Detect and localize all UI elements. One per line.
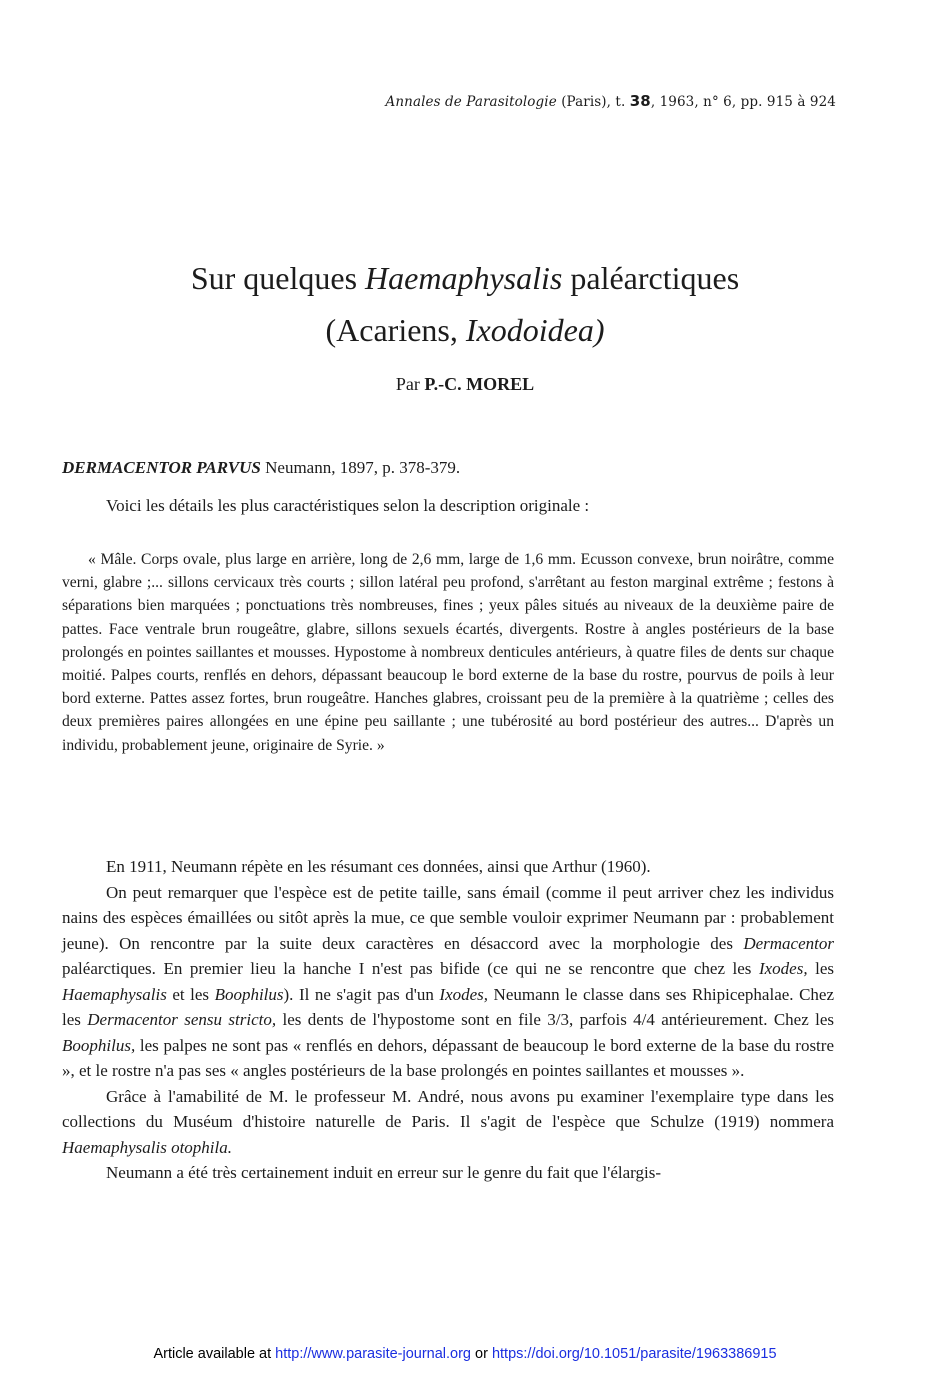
text-run: les dents de l'hypostome sont en file 3/3, parfois 4/4 antérieurement. Chez les xyxy=(276,1010,834,1029)
text-run: paléarctiques. En premier lieu la hanche I n'est pas bifide (ce qui ne se rencontre que chez les xyxy=(62,959,759,978)
text-run: et les xyxy=(166,984,215,1004)
taxon-citation: Neumann, 1897, p. 378-379. xyxy=(260,458,461,477)
byline-prefix: Par xyxy=(395,374,425,394)
article-title xyxy=(0,252,930,356)
running-head-location: (Paris), t. xyxy=(556,94,630,110)
doi-link[interactable]: https://doi.org/10.1051/parasite/1963386915 xyxy=(491,1346,777,1362)
paragraph xyxy=(62,1084,834,1161)
availability-footer xyxy=(0,1346,930,1362)
italic-taxon: Ixodes, xyxy=(439,984,489,1004)
journal-name: Annales de Parasitologie xyxy=(385,94,557,110)
journal-link[interactable]: http://www.parasite-journal.org xyxy=(275,1346,471,1362)
paragraph: En 1911, Neumann répète en les résumant ces données, ainsi que Arthur (1960). xyxy=(106,857,651,876)
body-text xyxy=(62,854,834,1186)
text-run: On peut remarquer que l'espèce est de petite taille, sans émail (comme il peut arriver chez les individus nains des espèces émaillées ou sitôt après la mue, ce que semble vouloir exprimer Neumann par : probablement jeune). On rencontre par la suite deux caractères en désaccord avec la morphologie des xyxy=(62,882,834,953)
footer-prefix: Article available at xyxy=(153,1346,276,1362)
taxon-name: DERMACENTOR PARVUS xyxy=(62,458,261,477)
running-head xyxy=(386,92,836,110)
title-text: (Acariens, xyxy=(325,312,466,348)
italic-taxon: Dermacentor xyxy=(743,933,834,953)
italic-taxon: Haemaphysalis otophila. xyxy=(62,1137,232,1157)
title-superfamily: Ixodoidea) xyxy=(465,312,605,348)
italic-taxon: Dermacentor sensu stricto, xyxy=(87,1010,277,1029)
text-run: Grâce à l'amabilité de M. le professeur M. André, nous avons pu examiner l'exemplaire type dans les collections du Muséum d'histoire naturelle de Paris. Il s'agit de l'espèce que Schulze (1919) nommera xyxy=(62,1086,834,1131)
title-line-1 xyxy=(0,252,930,304)
section-heading xyxy=(62,458,832,478)
text-run: les xyxy=(807,959,834,978)
title-text: paléarctiques xyxy=(562,260,740,296)
text-run: ). Il ne s'agit pas d'un xyxy=(283,984,440,1004)
title-text: Sur quelques xyxy=(190,260,366,296)
volume-number: 38 xyxy=(629,92,651,110)
italic-taxon: Ixodes, xyxy=(758,959,808,978)
italic-taxon: Boophilus, xyxy=(62,1035,136,1055)
italic-taxon: Haemaphysalis xyxy=(62,984,167,1004)
intro-sentence: Voici les détails les plus caractéristiques selon la description originale : xyxy=(106,496,590,515)
footer-separator: or xyxy=(471,1346,492,1362)
title-genus: Haemaphysalis xyxy=(365,260,563,296)
running-head-pages: , 1963, n° 6, pp. 915 à 924 xyxy=(650,94,836,110)
author-name: P.-C. MOREL xyxy=(424,374,535,394)
paragraph: Neumann a été très certainement induit en erreur sur le genre du fait que l'élargis- xyxy=(106,1163,662,1182)
italic-taxon: Boophilus xyxy=(214,984,284,1004)
byline xyxy=(0,374,930,395)
original-description-quote: « Mâle. Corps ovale, plus large en arrière, long de 2,6 mm, large de 1,6 mm. Ecusson convexe, brun noirâtre, comme verni, glabre ;... sillons cervicaux très courts ; sillon latéral peu profond, s'arrêtant au feston marginal extrême ; festons à séparations bien marquées ; ponctuations très nombreuses, fines ; yeux pâles situés au niveaux de la deuxième paire de pattes. Face ventrale brun rougeâtre, glabre, sillons sexuels écartés, divergents. Rostre à angles postérieurs de la base prolongés en pointes saillantes et mousses. Hypostome à nombreux denticules antérieurs, à quatre files de dents sur chaque moitié. Palpes courts, renflés en dehors, dépassant beaucoup le bord externe de la base du rostre, pourvus de poils à leur bord externe. Pattes assez fortes, brun rougeâtre. Hanches glabres, croissant peu de la première à la quatrième ; celles des deux premières paires allongées en une épine peu saillante ; une tubérosité au bord postérieur des autres... D'après un individu, probablement jeune, originaire de Syrie. » xyxy=(62,551,834,754)
text-run: Neumann le classe dans ses Rhipicephalae. Chez les xyxy=(62,984,834,1029)
paragraph xyxy=(62,880,834,1084)
text-run: les palpes ne sont pas « renflés en dehors, dépassant de beaucoup le bord externe de la base du rostre », et le rostre n'a pas ses « angles postérieurs de la base prolongés en pointes saillantes et mousses ». xyxy=(62,1035,834,1080)
title-line-2 xyxy=(0,304,930,356)
